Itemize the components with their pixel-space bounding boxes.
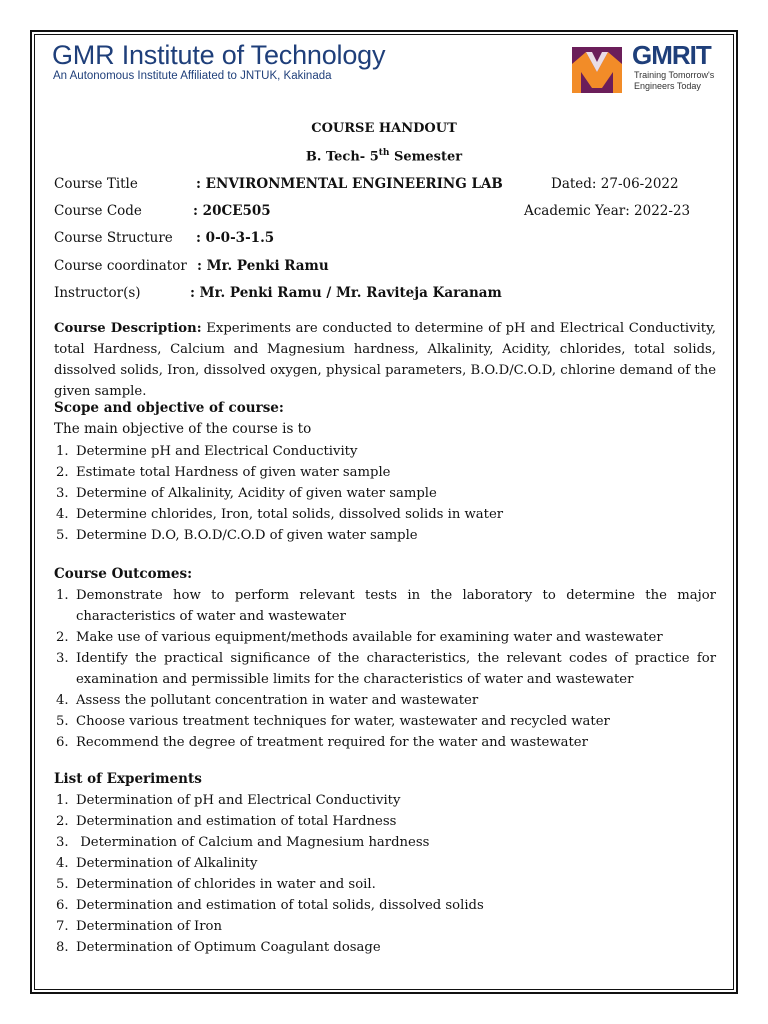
list-item: 1. Determination of pH and Electrical Conductivity <box>56 793 401 808</box>
course-description <box>54 318 716 402</box>
academic-year: Academic Year: 2022-23 <box>524 203 691 219</box>
outcomes-heading: Course Outcomes: <box>54 566 193 582</box>
list-item: 7. Determination of Iron <box>56 919 222 934</box>
course-structure-label: Course Structure <box>54 230 173 246</box>
course-structure-value: : 0-0-3-1.5 <box>196 230 275 246</box>
list-item: 6. Determination and estimation of total solids, dissolved solids <box>56 898 484 913</box>
list-item: 5. Determination of chlorides in water and soil. <box>56 877 376 892</box>
scope-intro: The main objective of the course is to <box>54 421 312 437</box>
logo-wordmark: GMRIT <box>632 40 711 70</box>
list-item: 6. Recommend the degree of treatment required for the water and wastewater <box>56 735 588 750</box>
semester-title: B. Tech- 5th Semester <box>305 148 463 165</box>
course-code-label: Course Code <box>54 203 142 219</box>
list-item: 8. Determination of Optimum Coagulant dosage <box>56 940 381 955</box>
list-item: 4. Determine chlorides, Iron, total solids, dissolved solids in water <box>56 507 504 522</box>
course-title-value: : ENVIRONMENTAL ENGINEERING LAB <box>196 176 503 192</box>
instructor-label: Instructor(s) <box>54 285 141 301</box>
experiments-heading: List of Experiments <box>54 771 202 787</box>
coordinator-value: : Mr. Penki Ramu <box>197 258 329 274</box>
list-item: 5. Choose various treatment techniques for water, wastewater and recycled water <box>56 714 610 729</box>
course-description-label: Course Description: <box>54 321 202 336</box>
list-item: 2. Make use of various equipment/methods available for examining water and wastewater <box>56 630 663 645</box>
course-title-label: Course Title <box>54 176 138 192</box>
dated: Dated: 27-06-2022 <box>551 176 679 192</box>
list-item: 1. Demonstrate how to perform relevant tests in the laboratory to determine the major characteristics of water and wastewater <box>56 588 716 624</box>
list-item: 2. Determination and estimation of total Hardness <box>56 814 397 829</box>
institute-subtitle: An Autonomous Institute Affiliated to JNTUK, Kakinada <box>53 70 332 82</box>
institute-name: GMR Institute of Technology <box>52 40 386 70</box>
list-item: 3. Determine of Alkalinity, Acidity of given water sample <box>56 486 437 501</box>
list-item: 1. Determine pH and Electrical Conductivity <box>56 444 358 459</box>
outcomes-list <box>54 585 716 753</box>
list-item: 4. Determination of Alkalinity <box>56 856 258 871</box>
list-item: 3. Identify the practical significance of the characteristics, the relevant codes of practice for examination and permissible limits for the characteristics of water and wastewater <box>56 651 716 687</box>
instructor-value: : Mr. Penki Ramu / Mr. Raviteja Karanam <box>190 285 502 301</box>
list-item: 5. Determine D.O, B.O.D/C.O.D of given water sample <box>56 528 418 543</box>
list-item: 4. Assess the pollutant concentration in water and wastewater <box>56 693 479 708</box>
experiments-list <box>54 790 716 958</box>
handout-title: COURSE HANDOUT <box>311 121 457 136</box>
scope-list <box>54 441 716 546</box>
list-item: 2. Estimate total Hardness of given water sample <box>56 465 391 480</box>
scope-heading: Scope and objective of course: <box>54 400 284 416</box>
list-item: 3. Determination of Calcium and Magnesium hardness <box>56 835 430 850</box>
course-description-text: Experiments are conducted to determine of pH and Electrical Conductivity, total Hardness, Calcium and Magnesium hardness, Alkalinity, Acidity, chlorides, total solids, dissolved solids, Iron, dissolved oxygen, physical parameters, B.O.D/C.O.D, chlorine demand of the given sample. <box>54 321 716 399</box>
course-code-value: : 20CE505 <box>193 203 271 219</box>
coordinator-label: Course coordinator <box>54 258 187 274</box>
logo-tagline: Training Tomorrow's Engineers Today <box>634 70 715 91</box>
